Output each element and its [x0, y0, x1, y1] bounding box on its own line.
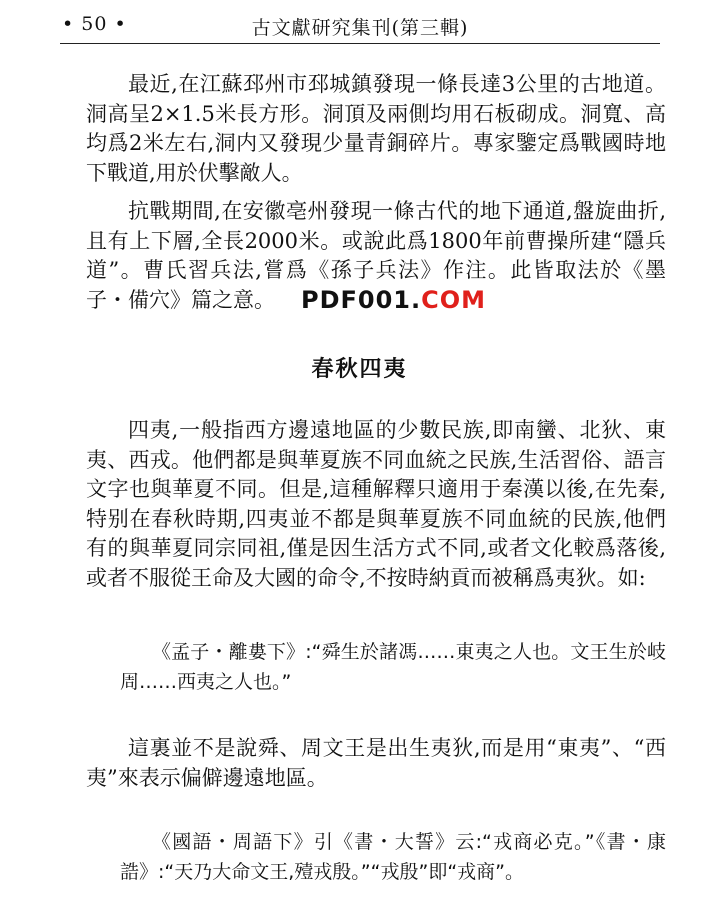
body-paragraph: 抗戰期間,在安徽亳州發現一條古代的地下通道,盤旋曲折,且有上下層,全長2000米。或說此爲1800年前曹操所建“隱兵道”。曹氏習兵法,嘗爲《孫子兵法》作注。此皆取法於《墨子・備穴》篇之意。 [86, 199, 666, 312]
page-number: • 50 • [62, 13, 127, 35]
block-quote: 《國語・周語下》引《書・大誓》云:“戎商必克。”《書・康誥》:“天乃大命文王,殪戎殷。”“戎殷”即“戎商”。 [120, 831, 666, 883]
watermark-text: PDF001. [301, 286, 422, 314]
body-paragraph: 這裏並不是說舜、周文王是出生夷狄,而是用“東夷”、“西夷”來表示偏僻邊遠地區。 [86, 736, 666, 790]
body-paragraph: 最近,在江蘇邳州市邳城鎮發現一條長達3公里的古地道。洞高呈2×1.5米長方形。洞頂及兩側均用石板砌成。洞寬、高均爲2米左右,洞内又發現少量青銅碎片。專家鑒定爲戰國時地下戰道,用於伏擊敵人。 [86, 72, 666, 185]
journal-title: 古文獻研究集刊(第三輯) [251, 17, 469, 39]
watermark-text-red: COM [421, 286, 487, 314]
header-rule [60, 43, 660, 44]
body-paragraph: 四夷,一般指西方邊遠地區的少數民族,即南蠻、北狄、東夷、西戎。他們都是與華夏族不同血統之民族,生活習俗、語言文字也與華夏不同。但是,這種解釋只適用于秦漢以後,在先秦,特别在春秋時期,四夷並不都是與華夏族不同血統的民族,他們有的與華夏同宗同祖,僅是因生活方式不同,或者文化較爲落後,或者不服從王命及大國的命令,不按時納貢而被稱爲夷狄。如: [86, 418, 666, 590]
section-heading: 春秋四夷 [311, 357, 408, 382]
running-header [60, 10, 660, 44]
watermark-logo [297, 286, 490, 314]
block-quote: 《孟子・離婁下》:“舜生於諸馮……東夷之人也。文王生於岐周……西夷之人也。” [120, 641, 666, 693]
